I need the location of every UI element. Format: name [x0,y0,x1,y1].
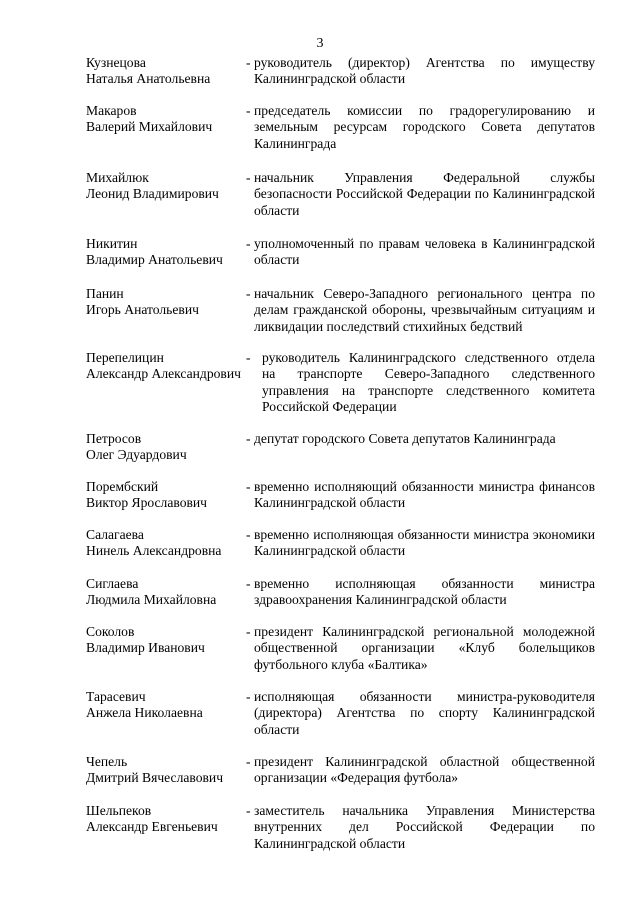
given-names: Александр Евгеньевич [86,819,218,835]
given-names: Анжела Николаевна [86,705,203,721]
position-text: уполномоченный по правам человека в Калининградской области [254,236,595,268]
surname: Чепель [86,754,128,769]
person-name [86,527,251,560]
position-text: временно исполняющая обязанности министра здравоохранения Калининградской области [254,576,595,608]
given-names: Игорь Анатольевич [86,302,199,318]
surname: Шельпеков [86,803,152,818]
dash: - [246,350,251,365]
position-text: временно исполняющая обязанности министра экономики Калининградской области [254,527,595,559]
dash: - [246,576,251,591]
person-name [86,803,251,836]
given-names: Виктор Ярославович [86,495,208,511]
dash: - [246,754,251,769]
given-names: Людмила Михайловна [86,592,217,608]
dash: - [246,689,251,704]
person-name [86,286,251,319]
surname: Салагаева [86,527,144,542]
dash: - [246,624,251,639]
dash: - [246,55,251,70]
dash: - [246,431,251,446]
position-text: председатель комиссии по градорегулированию и земельным ресурсам городского Совета депутатов Калининграда [254,103,595,151]
person-name [86,479,251,512]
given-names: Нинель Александровна [86,543,222,559]
person-name [86,576,251,609]
person-name [86,170,251,203]
surname: Макаров [86,103,137,118]
position-text: начальник Управления Федеральной службы безопасности Российской Федерации по Калининградской области [254,170,595,218]
position-text: заместитель начальника Управления Министерства внутренних дел Российской Федерации по Калининградской области [254,803,595,851]
person-name [86,624,251,657]
dash: - [246,103,251,118]
position-text: исполняющая обязанности министра-руководителя (директора) Агентства по спорту Калининградской области [254,689,595,737]
given-names: Леонид Владимирович [86,186,219,202]
dash: - [246,527,251,542]
person-name [86,754,251,787]
person-name [86,689,251,722]
surname: Кузнецова [86,55,146,70]
dash: - [246,236,251,251]
position-text: руководитель (директор) Агентства по имуществу Калининградской области [254,55,595,87]
surname: Порембский [86,479,159,494]
person-name [86,103,251,136]
person-name [86,350,251,383]
dash: - [246,170,251,185]
dash: - [246,286,251,301]
surname: Сиглаева [86,576,139,591]
given-names: Александр Александрович [86,366,241,382]
given-names: Владимир Анатольевич [86,252,223,268]
person-name [86,55,251,88]
given-names: Валерий Михайлович [86,119,213,135]
surname: Перепелицин [86,350,164,365]
position-text: временно исполняющий обязанности министра финансов Калининградской области [254,479,595,511]
given-names: Владимир Иванович [86,640,205,656]
position-text: депутат городского Совета депутатов Калининграда [254,431,556,446]
person-name [86,236,251,269]
surname: Петросов [86,431,142,446]
surname: Михайлюк [86,170,149,185]
given-names: Дмитрий Вячеславович [86,770,224,786]
position-text: начальник Северо-Западного регионального центра по делам гражданской обороны, чрезвычайным ситуациям и ликвидации последствий стихийных бедствий [254,286,595,334]
given-names: Олег Эдуардович [86,447,187,463]
surname: Тарасевич [86,689,146,704]
person-name [86,431,251,464]
surname: Панин [86,286,124,301]
surname: Никитин [86,236,138,251]
dash: - [246,803,251,818]
given-names: Наталья Анатольевна [86,71,211,87]
dash: - [246,479,251,494]
position-text: президент Калининградской областной общественной организации «Федерация футбола» [254,754,595,786]
position-text: руководитель Калининградского следственного отдела на транспорте Северо-Западного следственного управления на транспорте следственного комитета Российской Федерации [262,350,595,415]
page-number: 3 [316,36,324,51]
position-text: президент Калининградской региональной молодежной общественной организации «Клуб болельщиков футбольного клуба «Балтика» [254,624,595,672]
surname: Соколов [86,624,135,639]
